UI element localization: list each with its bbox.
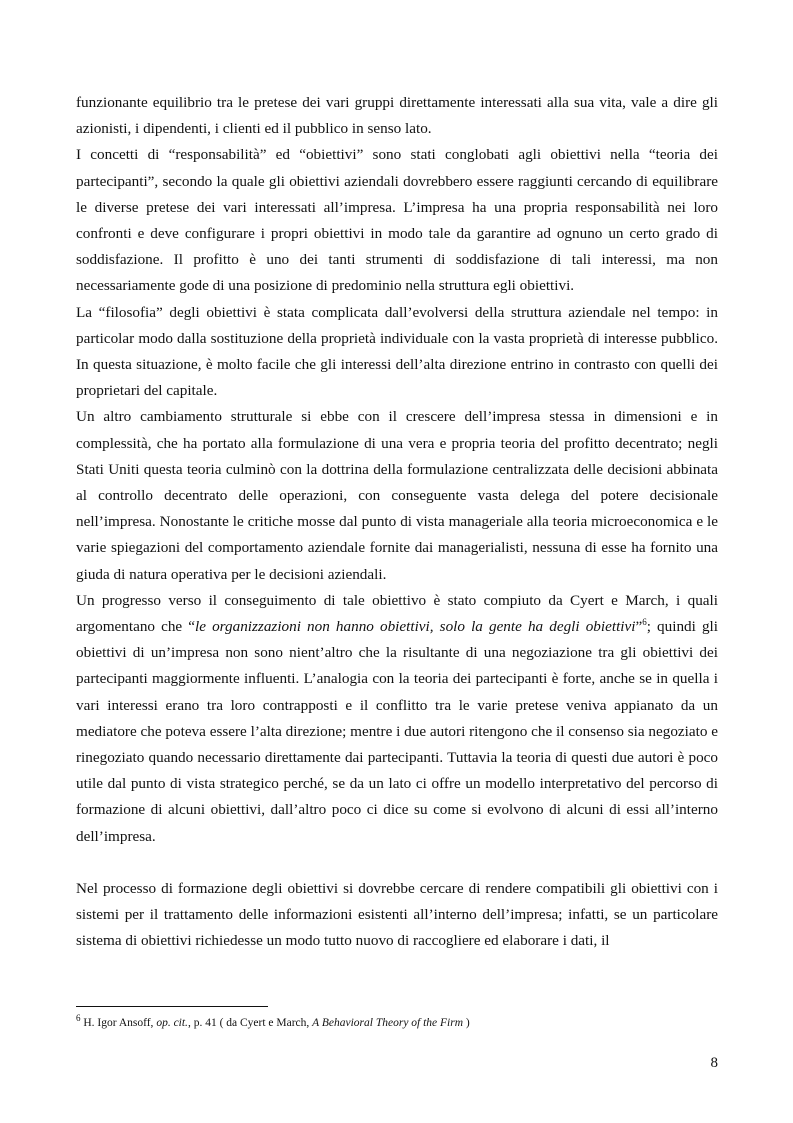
quote-close: ” <box>635 618 643 636</box>
footnote-page: , p. 41 ( da Cyert e March, <box>187 1017 313 1029</box>
footnote-ref-6[interactable]: 6 <box>642 617 647 627</box>
footnote-author: H. Igor Ansoff, <box>80 1017 157 1029</box>
page-number: 8 <box>710 1055 718 1071</box>
paragraph-1: funzionante equilibrio tra le pretese dei vari gruppi direttamente interessati alla sua vita, vale a dire gli azionisti, i dipendenti, i clienti ed il pubblico in senso lato. <box>76 94 718 138</box>
footnote-op-cit: op. cit. <box>156 1017 188 1029</box>
paragraph-5-lead: Un progresso verso il conseguimento di tale obiettivo è stato compiuto da Cyert e March, i quali argomentano che “ <box>76 591 718 636</box>
paragraph-5-rest: ; quindi gli obiettivi di un’impresa non sono nient’altro che la risultante di una negoziazione tra gli obiettivi dei partecipanti maggiormente influenti. L’analogia con la teoria dei partecipanti è forte, anche se in quella i vari interessi erano tra loro contrapposti e il conflitto tra le varie pretese veniva appianato da un mediatore che poteva essere l’alta direzione; mentre i due autori ritengono che il consenso sia negoziato e rinegoziato quando necessario direttamente dai partecipanti. Tuttavia la teoria di questi due autori è poco utile dal punto di vista strategico perché, se da un lato ci offre un modello interpretativo del percorso di formazione di alcuni obiettivi, dall’altro poco ci dice su come si evolvono di alcuni di essi all’interno dell’impresa. <box>76 618 718 845</box>
cyert-march-quote: le organizzazioni non hanno obiettivi, solo la gente ha degli obiettivi <box>195 618 636 636</box>
footnote-number: 6 <box>76 1013 81 1024</box>
paragraph-4: Un altro cambiamento strutturale si ebbe con il crescere dell’impresa stessa in dimensioni e in complessità, che ha portato alla formulazione di una vera e propria teoria del profitto decentrato; negli Stati Uniti questa teoria culminò con la dottrina della formulazione centralizzata delle decisioni abbinata al controllo decentrato delle operazioni, con conseguente vasta delega del potere decisionale nell’impresa. Nonostante le critiche mosse dal punto di vista manageriale alla teoria microeconomica e le varie spiegazioni del comportamento aziendale fornite dai managerialisti, nessuna di esse ha fornito una giuda di natura operativa per le decisioni aziendali. <box>76 408 718 583</box>
footnote-book-title: A Behavioral Theory of the Firm <box>312 1017 464 1029</box>
footnote-6 <box>76 1013 718 1030</box>
footnote-divider <box>76 1006 268 1007</box>
paragraph-3: La “filosofia” degli obiettivi è stata complicata dall’evolversi della struttura aziendale nel tempo: in particolar modo dalla sostituzione della proprietà individuale con la vasta proprietà di interesse pubblico. In questa situazione, è molto facile che gli interessi dell’alta direzione entrino in contrasto con quelli dei proprietari del capitale. <box>76 303 718 400</box>
footnote-end: ) <box>463 1017 470 1029</box>
paragraph-5 <box>76 588 718 850</box>
paragraph-6: Nel processo di formazione degli obiettivi si dovrebbe cercare di rendere compatibili gli obiettivi con i sistemi per il trattamento delle informazioni esistenti all’interno dell’impresa; infatti, se un particolare sistema di obiettivi richiedesse un modo tutto nuovo di raccogliere ed elaborare i dati, il <box>76 879 718 950</box>
body-text <box>76 90 718 955</box>
paragraph-2: I concetti di “responsabilità” ed “obiettivi” sono stati conglobati agli obiettivi nella “teoria dei partecipanti”, secondo la quale gli obiettivi aziendali dovrebbero essere raggiunti cercando di equilibrare le diverse pretese dei vari interessati all’impresa. L’impresa ha una propria responsabilità nei loro confronti e deve configurare i propri obiettivi in modo tale da garantire ad ognuno un certo grado di soddisfazione. Il profitto è uno dei tanti strumenti di soddisfazione di tali interessi, ma non necessariamente gode di una posizione di predominio nella struttura egli obiettivi. <box>76 146 718 295</box>
